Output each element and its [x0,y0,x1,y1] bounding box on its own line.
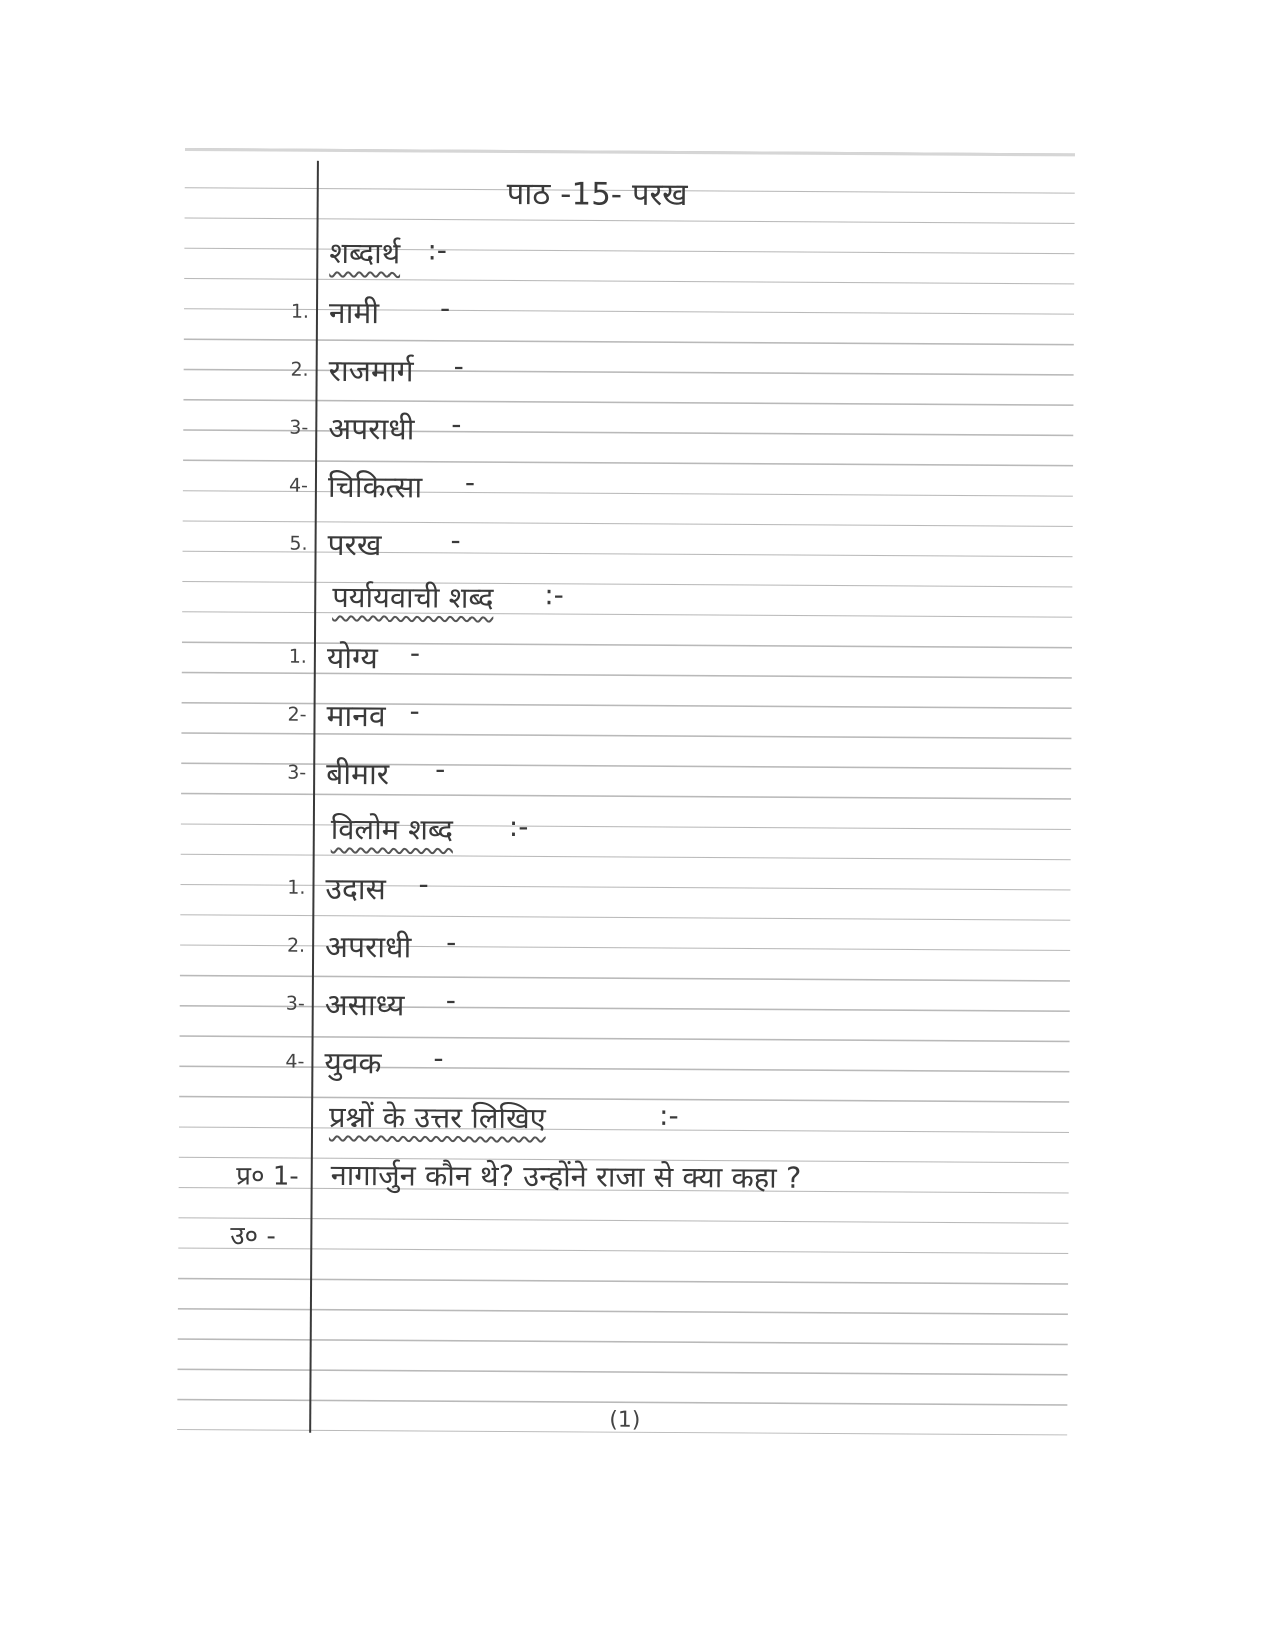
item-term: परख [327,527,382,564]
item-number: 4- [288,474,309,497]
title-row [185,170,1075,215]
meanings-heading-suffix: :- [427,233,448,267]
page-number: (1) [609,1407,641,1433]
questions-heading-suffix: :- [658,1098,679,1133]
page-title: पाठ -15- परख [506,175,688,214]
item-number: 1. [288,645,307,668]
list-item [184,290,1074,335]
item-dash: - [435,752,446,786]
item-term: योग्य [326,640,378,677]
answer-label: उ० - [230,1221,276,1252]
synonyms-heading-row [182,576,1072,621]
item-number: 4- [285,1050,305,1073]
item-dash: - [433,1041,444,1075]
item-term: राजमार्ग [328,353,414,390]
questions-heading: प्रश्नों के उत्तर लिखिए [328,1099,546,1136]
meanings-heading: शब्दार्थ [329,235,401,271]
question-text: नागार्जुन कौन थे? उन्होंने राजा से क्या कहा ? [330,1157,802,1195]
item-term: नामी [328,295,380,332]
list-item [181,693,1071,738]
list-item [179,1040,1069,1085]
antonyms-heading: विलोम शब्द [330,811,454,847]
item-term: अपराधी [325,929,412,966]
item-number: 2. [290,358,309,381]
item-number: 3- [287,761,307,784]
meanings-heading-row [184,232,1074,277]
antonyms-heading-suffix: :- [508,809,529,844]
item-number: 3- [289,416,309,439]
item-term: अपराधी [328,411,415,448]
item-dash: - [464,465,476,499]
item-dash: - [446,925,457,959]
list-item [183,406,1073,451]
item-term: उदास [325,871,387,908]
item-term: चिकित्सा [327,469,423,506]
item-term: मानव [326,698,386,735]
item-number: 1. [287,876,306,899]
item-dash: - [418,867,429,901]
item-term: असाध्य [324,987,405,1024]
item-number: 3- [285,992,305,1015]
item-dash: - [409,636,421,670]
item-term: बीमार [326,756,390,793]
item-number: 2. [286,934,306,957]
list-item [181,751,1071,796]
synonyms-heading-suffix: :- [544,578,564,612]
item-dash: - [450,523,461,557]
synonyms-heading: पर्यायवाची शब्द [332,579,494,615]
page-top-edge [185,148,1075,156]
item-dash: - [409,694,420,728]
lined-notebook-page [177,148,1075,1435]
item-number: 2- [287,703,307,726]
list-item [182,522,1072,567]
question-label: प्र० 1- [236,1161,299,1192]
list-item [180,924,1070,969]
antonyms-heading-row [181,808,1071,853]
item-term: युवक [324,1045,382,1082]
item-dash: - [439,291,451,325]
item-number: 5. [289,532,308,555]
item-dash: - [453,349,464,383]
question-row [179,1154,1069,1199]
list-item [180,982,1070,1027]
item-dash: - [451,407,462,441]
list-item [184,348,1074,393]
questions-heading-row [179,1096,1069,1141]
list-item [182,635,1072,680]
list-item [183,464,1073,509]
answer-row [178,1212,1068,1257]
item-dash: - [445,983,457,1017]
item-number: 1. [290,300,310,323]
list-item [180,866,1070,911]
